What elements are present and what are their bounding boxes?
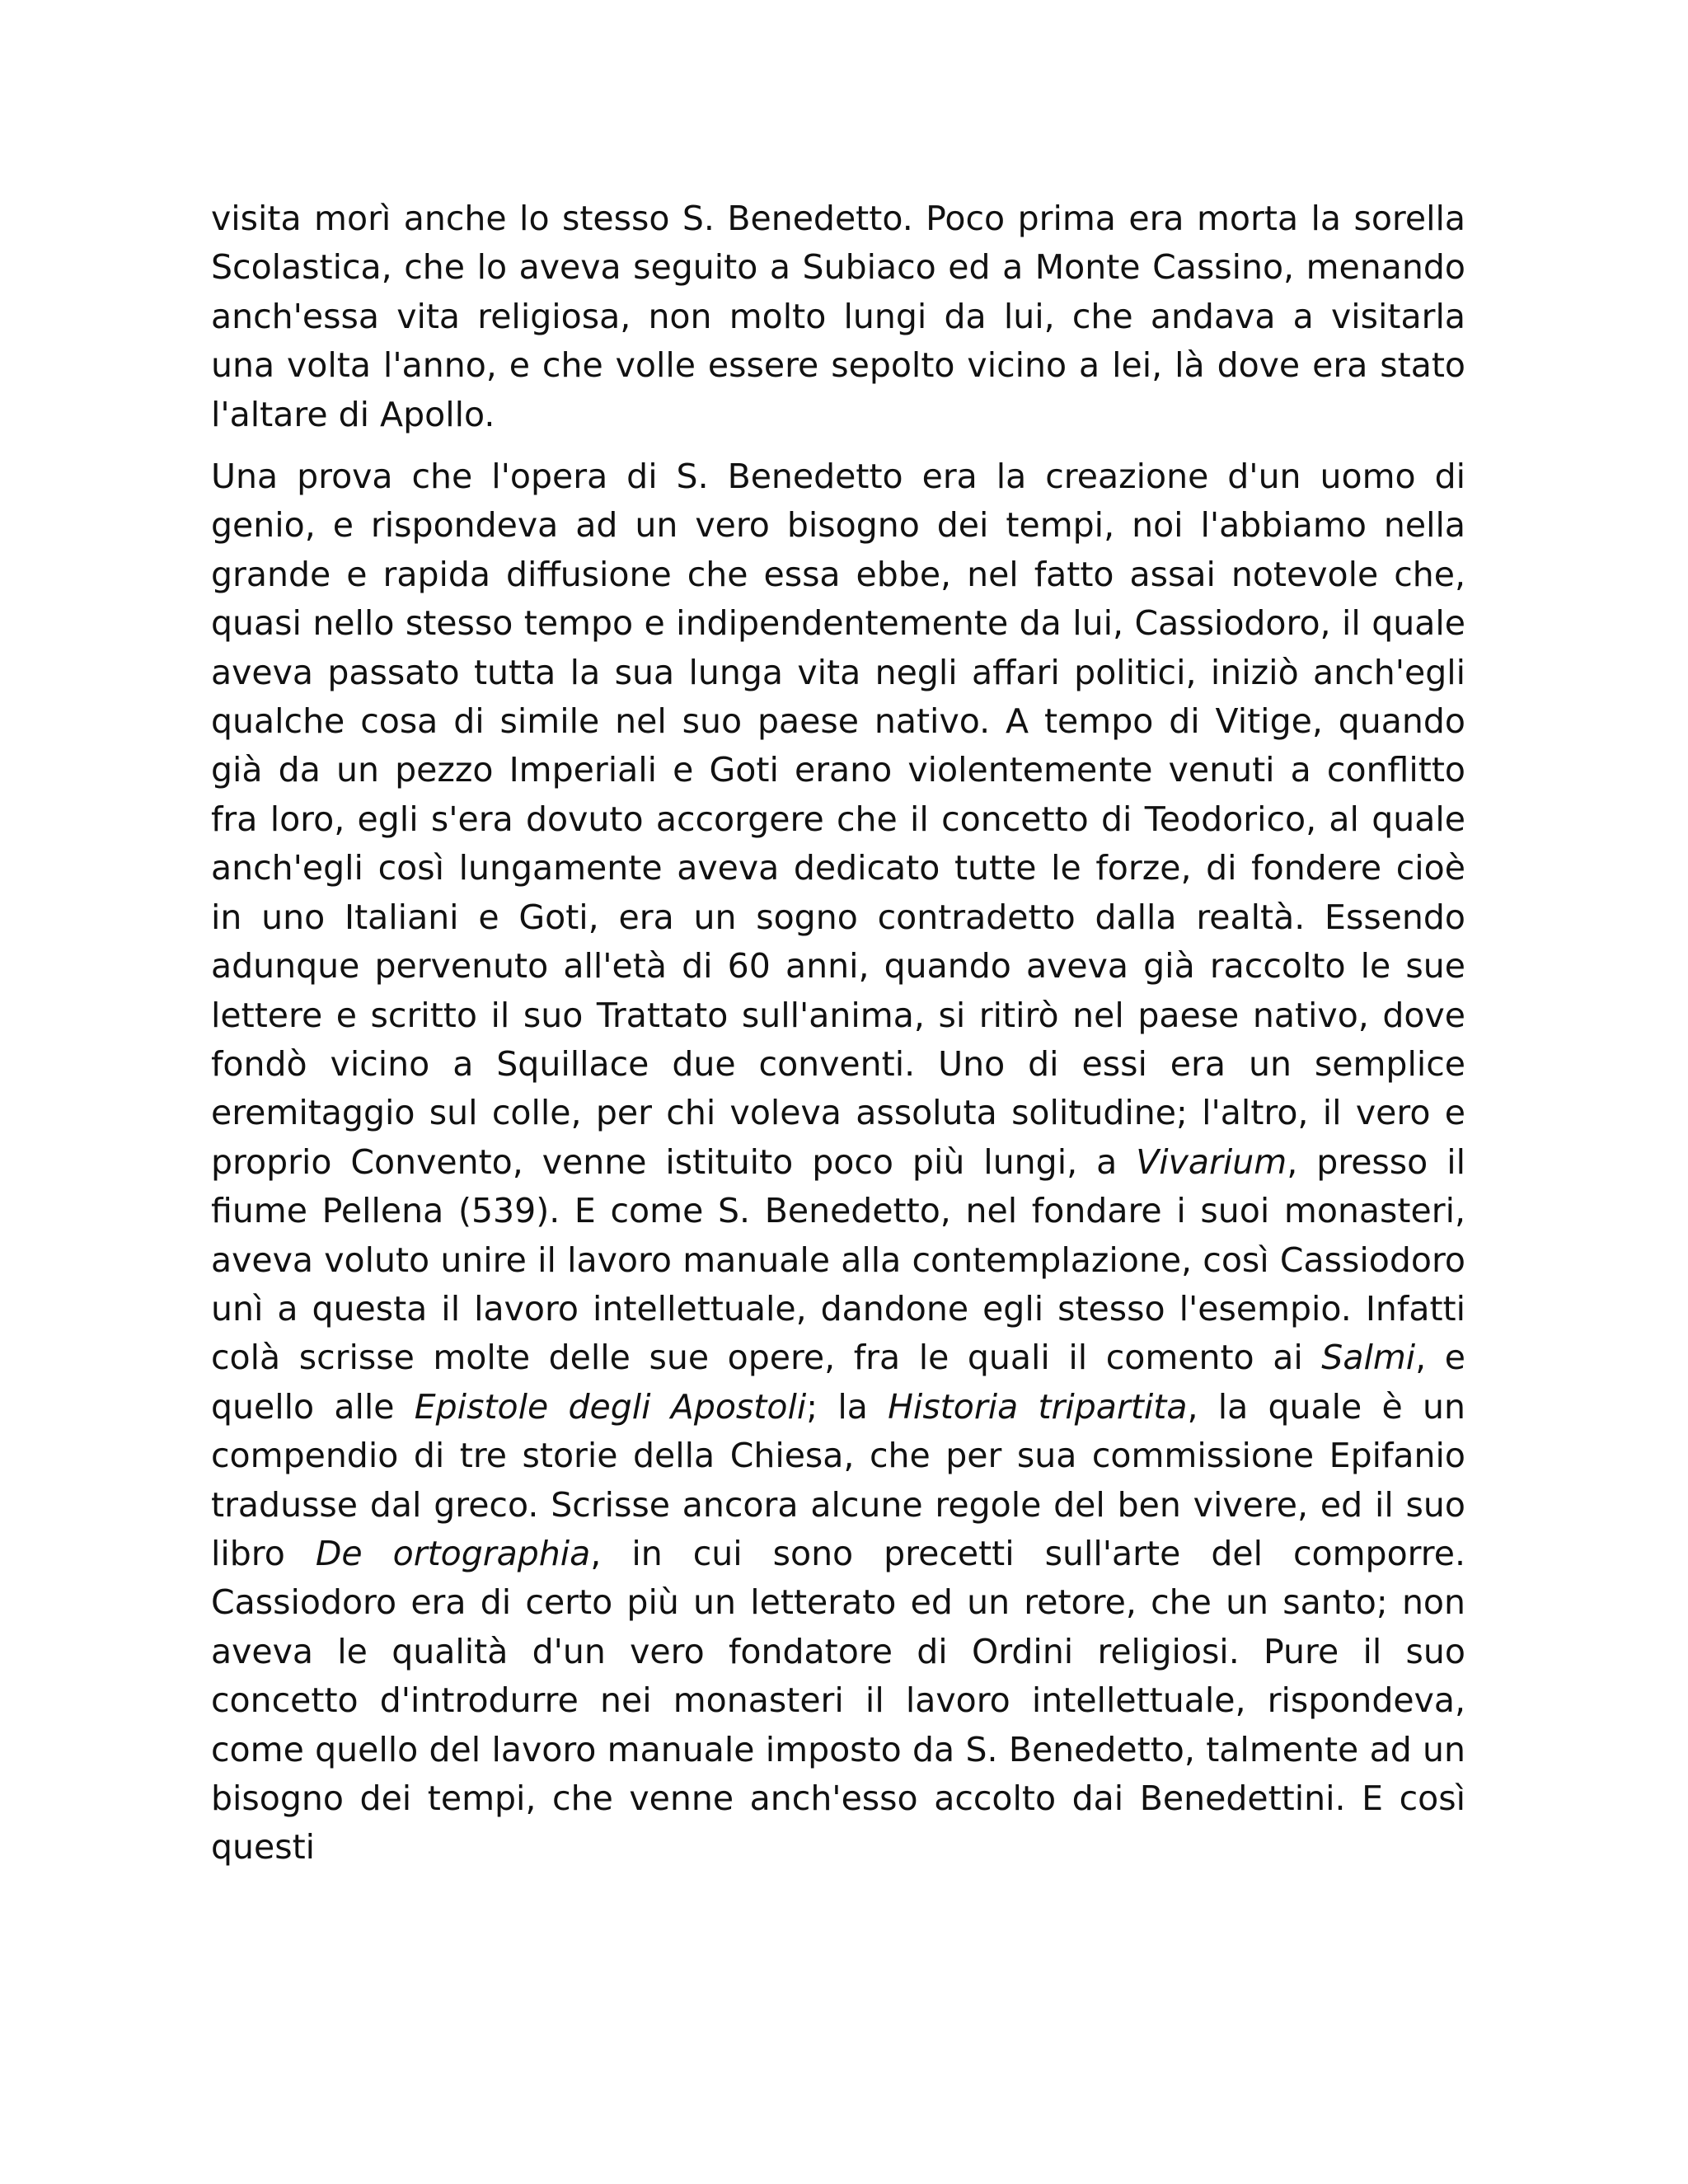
paragraph-text: visita morì anche lo stesso S. Benedetto. Poco prima era morta la sorella Scolastica, che lo aveva seguito a Subiaco ed a Monte Cassino, menando anch'essa vita religiosa, non molto lungi da lui, che andava a visitarla una volta l'anno, e che volle essere sepolto vicino a lei, là dove era stato l'altare di Apollo.: [211, 199, 1465, 434]
paragraph-text: , la quale è un compendio di tre storie della Chiesa, che per sua commissione Epifanio tradusse dal greco. Scrisse ancora alcune regole del ben vivere, ed il suo libro: [211, 1386, 1465, 1573]
paragraph-2: [211, 452, 1465, 1872]
paragraph-1: [211, 194, 1465, 439]
italic-title-epistole: Epistole degli Apostoli: [414, 1386, 807, 1427]
paragraph-text: , e quello alle: [211, 1338, 1465, 1427]
paragraph-text: ; la: [806, 1386, 889, 1427]
paragraph-text: , presso il fiume Pellena (539). E come S. Benedetto, nel fondare i suoi monasteri, aveva voluto unire il lavoro manuale alla contemplazione, così Cassiodoro unì a questa il lavoro intellettuale, dandone egli stesso l'esempio. Infatti colà scrisse molte delle sue opere, fra le quali il comento ai: [211, 1141, 1465, 1378]
document-page: [211, 194, 1465, 1872]
paragraph-text: , in cui sono precetti sull'arte del comporre. Cassiodoro era di certo più un letterato ed un retore, che un santo; non aveva le qualità d'un vero fondatore di Ordini religiosi. Pure il suo concetto d'introdurre nei monasteri il lavoro intellettuale, rispondeva, come quello del lavoro manuale imposto da S. Benedetto, talmente ad un bisogno dei tempi, che venne anch'esso accolto dai Benedettini. E così questi: [211, 1533, 1465, 1868]
italic-title-de-ortographia: De ortographia: [315, 1533, 591, 1573]
italic-title-salmi: Salmi: [1321, 1338, 1416, 1378]
paragraph-text: Una prova che l'opera di S. Benedetto era la creazione d'un uomo di genio, e rispondeva ad un vero bisogno dei tempi, noi l'abbiamo nella grande e rapida diffusione che essa ebbe, nel fatto assai notevole che, quasi nello stesso tempo e indipendentemente da lui, Cassiodoro, il quale aveva passato tutta la sua lunga vita negli affari politici, iniziò anch'egli qualche cosa di simile nel suo paese nativo. A tempo di Vitige, quando già da un pezzo Imperiali e Goti erano violentemente venuti a conflitto fra loro, egli s'era dovuto accorgere che il concetto di Teodorico, al quale anch'egli così lungamente aveva dedicato tutte le forze, di fondere cioè in uno Italiani e Goti, era un sogno contradetto dalla realtà. Essendo adunque pervenuto all'età di 60 anni, quando aveva già raccolto le sue lettere e scritto il suo Trattato sull'anima, si ritirò nel paese nativo, dove fondò vicino a Squillace due conventi. Uno di essi era un semplice eremitaggio sul colle, per chi voleva assoluta solitudine; l'altro, il vero e proprio Convento, venne istituito poco più lungi, a: [211, 457, 1465, 1182]
italic-title-vivarium: Vivarium: [1136, 1141, 1287, 1182]
italic-title-historia: Historia tripartita: [888, 1386, 1188, 1427]
